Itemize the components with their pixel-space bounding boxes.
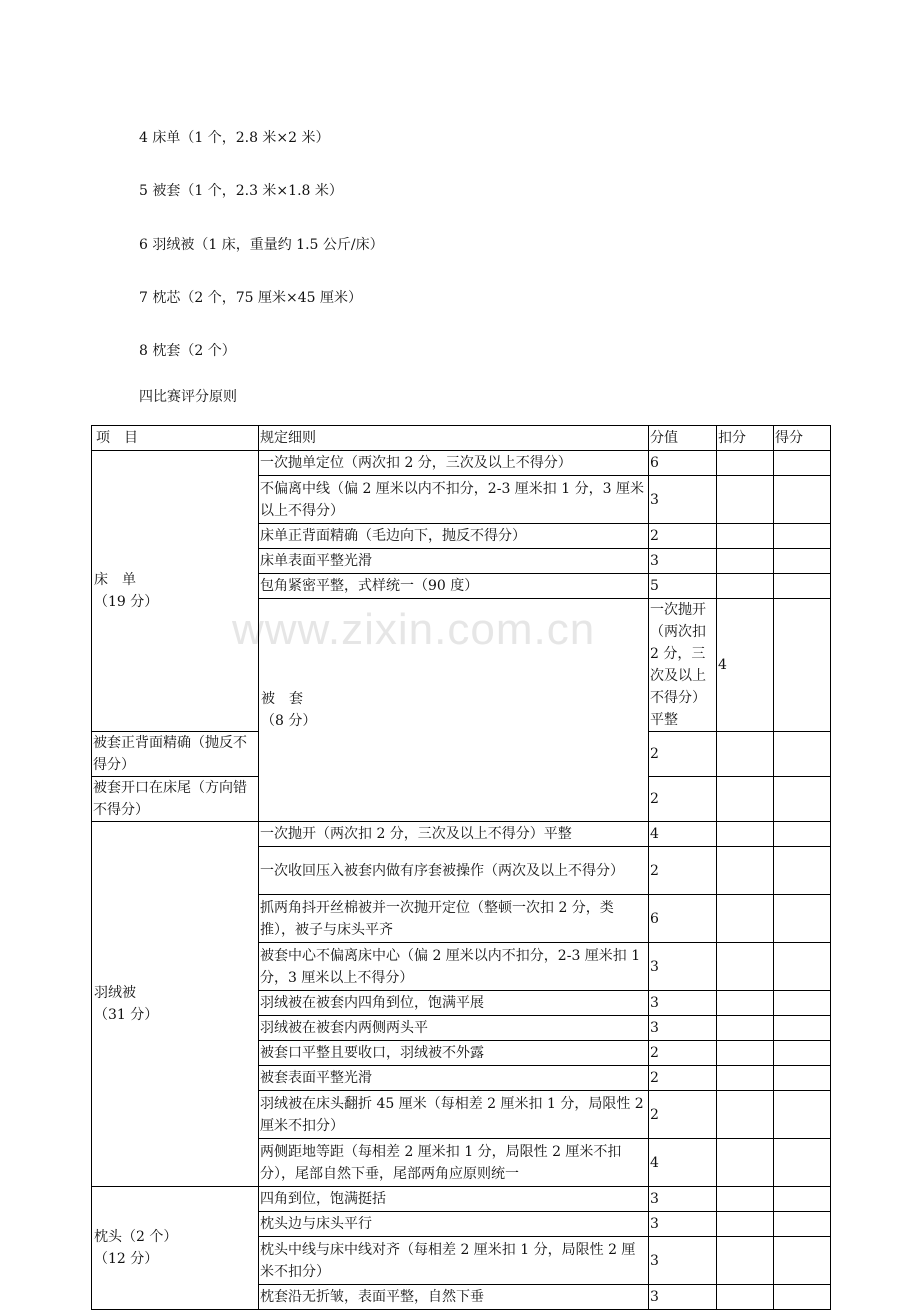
list-item: 5 被套（1 个，2.3 米×1.8 米） xyxy=(139,183,343,200)
got-cell xyxy=(774,822,831,847)
score-cell: 3 xyxy=(649,1212,717,1237)
rule-cell: 一次抛开（两次扣 2 分，三次及以上不得分）平整 xyxy=(649,599,717,732)
deduct-cell xyxy=(717,1139,774,1187)
score-cell: 3 xyxy=(649,1285,717,1310)
rule-cell: 床单表面平整光滑 xyxy=(259,549,649,574)
score-cell: 3 xyxy=(649,549,717,574)
deduct-cell xyxy=(717,991,774,1016)
material-list xyxy=(139,124,384,390)
watermark: www.zixin.com.cn xyxy=(232,605,596,654)
deduct-cell xyxy=(717,943,774,991)
deduct-cell xyxy=(717,1041,774,1066)
score-cell: 4 xyxy=(649,822,717,847)
score-cell: 2 xyxy=(649,1066,717,1091)
deduct-cell xyxy=(717,1066,774,1091)
rule-cell: 不偏离中线（偏 2 厘米以内不扣分，2-3 厘米扣 1 分，3 厘米以上不得分） xyxy=(259,476,649,524)
item-cell xyxy=(92,1187,259,1310)
deduct-cell xyxy=(717,549,774,574)
item-cell xyxy=(92,451,259,732)
item-name: 被 套 xyxy=(261,691,303,707)
item-points: （31 分） xyxy=(94,1007,159,1023)
rule-cell: 包角紧密平整，式样统一（90 度） xyxy=(259,574,649,599)
header-rule: 规定细则 xyxy=(259,426,649,451)
score-cell: 2 xyxy=(649,1041,717,1066)
got-cell xyxy=(774,895,831,943)
got-cell xyxy=(774,574,831,599)
table-row xyxy=(92,451,831,476)
score-cell: 6 xyxy=(649,451,717,476)
rule-cell: 一次抛开（两次扣 2 分，三次及以上不得分）平整 xyxy=(259,822,649,847)
deduct-cell xyxy=(717,1091,774,1139)
deduct-cell xyxy=(717,822,774,847)
deduct-cell xyxy=(774,599,831,732)
got-cell xyxy=(774,451,831,476)
deduct-cell xyxy=(717,476,774,524)
rule-cell: 被套表面平整光滑 xyxy=(259,1066,649,1091)
got-cell xyxy=(774,549,831,574)
score-cell: 3 xyxy=(649,1237,717,1285)
score-cell: 2 xyxy=(649,732,717,777)
score-cell: 3 xyxy=(649,991,717,1016)
rule-cell: 一次收回压入被套内做有序套被操作（两次及以上不得分） xyxy=(259,847,649,895)
rule-cell: 被套开口在床尾（方向错不得分） xyxy=(92,777,259,822)
header-deduct: 扣分 xyxy=(717,426,774,451)
rule-cell: 一次抛单定位（两次扣 2 分，三次及以上不得分） xyxy=(259,451,649,476)
score-cell: 3 xyxy=(649,1016,717,1041)
got-cell xyxy=(774,1187,831,1212)
got-cell xyxy=(774,1041,831,1066)
deduct-cell xyxy=(717,1016,774,1041)
score-cell: 2 xyxy=(649,847,717,895)
header-item: 项 目 xyxy=(92,426,259,451)
item-name: 枕头（2 个） xyxy=(94,1229,178,1245)
score-cell: 3 xyxy=(649,1187,717,1212)
got-cell xyxy=(774,1237,831,1285)
header-score: 分值 xyxy=(649,426,717,451)
got-cell xyxy=(774,1285,831,1310)
got-cell xyxy=(774,476,831,524)
deduct-cell xyxy=(717,895,774,943)
deduct-cell xyxy=(717,1187,774,1212)
score-cell: 4 xyxy=(649,1139,717,1187)
deduct-cell xyxy=(717,574,774,599)
got-cell xyxy=(774,777,831,822)
rule-cell: 枕头边与床头平行 xyxy=(259,1212,649,1237)
got-cell xyxy=(774,1066,831,1091)
deduct-cell xyxy=(717,847,774,895)
rule-cell: 羽绒被在被套内四角到位，饱满平展 xyxy=(259,991,649,1016)
got-cell xyxy=(774,1139,831,1187)
item-points: （19 分） xyxy=(94,594,159,610)
item-name: 羽绒被 xyxy=(94,985,136,1001)
deduct-cell xyxy=(717,1237,774,1285)
item-name: 床 单 xyxy=(94,572,136,588)
rule-cell: 两侧距地等距（每相差 2 厘米扣 1 分，局限性 2 厘米不扣分），尾部自然下垂，尾部两角应原则统一 xyxy=(259,1139,649,1187)
got-cell xyxy=(774,991,831,1016)
section-title: 四比赛评分原则 xyxy=(139,389,237,405)
got-cell xyxy=(774,943,831,991)
table-header-row xyxy=(92,426,831,451)
rule-cell: 抓两角抖开丝棉被并一次抛开定位（整顿一次扣 2 分，类推），被子与床头平齐 xyxy=(259,895,649,943)
score-cell: 6 xyxy=(649,895,717,943)
score-cell: 2 xyxy=(649,777,717,822)
rule-cell: 羽绒被在被套内两侧两头平 xyxy=(259,1016,649,1041)
score-cell: 2 xyxy=(649,1091,717,1139)
item-cell xyxy=(259,599,649,822)
deduct-cell xyxy=(717,732,774,777)
score-cell: 3 xyxy=(649,943,717,991)
list-item: 7 枕芯（2 个，75 厘米×45 厘米） xyxy=(139,289,362,306)
score-cell: 5 xyxy=(649,574,717,599)
got-cell xyxy=(774,1091,831,1139)
deduct-cell xyxy=(717,1285,774,1310)
deduct-cell xyxy=(717,1212,774,1237)
got-cell xyxy=(774,847,831,895)
got-cell xyxy=(774,524,831,549)
deduct-cell xyxy=(717,451,774,476)
deduct-cell xyxy=(717,777,774,822)
rule-cell: 枕套沿无折皱，表面平整，自然下垂 xyxy=(259,1285,649,1310)
table-row xyxy=(92,822,831,847)
rule-cell: 被套口平整且要收口，羽绒被不外露 xyxy=(259,1041,649,1066)
score-cell: 2 xyxy=(649,524,717,549)
scoring-table xyxy=(91,425,831,1310)
list-item: 4 床单（1 个，2.8 米×2 米） xyxy=(139,130,330,146)
item-points: （12 分） xyxy=(94,1251,159,1267)
rule-cell: 羽绒被在床头翻折 45 厘米（每相差 2 厘米扣 1 分，局限性 2 厘米不扣分） xyxy=(259,1091,649,1139)
got-cell xyxy=(774,732,831,777)
got-cell xyxy=(774,1016,831,1041)
rule-cell: 被套正背面精确（抛反不得分） xyxy=(92,732,259,777)
rule-cell: 枕头中线与床中线对齐（每相差 2 厘米扣 1 分，局限性 2 厘米不扣分） xyxy=(259,1237,649,1285)
score-cell: 3 xyxy=(649,476,717,524)
rule-cell: 四角到位，饱满挺括 xyxy=(259,1187,649,1212)
deduct-cell xyxy=(717,524,774,549)
header-got: 得分 xyxy=(774,426,831,451)
table-row xyxy=(92,1187,831,1212)
rule-cell: 被套中心不偏离床中心（偏 2 厘米以内不扣分，2-3 厘米扣 1 分，3 厘米以上不得分） xyxy=(259,943,649,991)
rule-cell: 床单正背面精确（毛边向下，抛反不得分） xyxy=(259,524,649,549)
list-item: 6 羽绒被（1 床，重量约 1.5 公斤/床） xyxy=(139,236,384,253)
item-cell xyxy=(92,822,259,1187)
list-item: 8 枕套（2 个） xyxy=(139,343,236,360)
score-cell: 4 xyxy=(717,599,774,732)
got-cell xyxy=(774,1212,831,1237)
item-points: （8 分） xyxy=(261,713,317,729)
